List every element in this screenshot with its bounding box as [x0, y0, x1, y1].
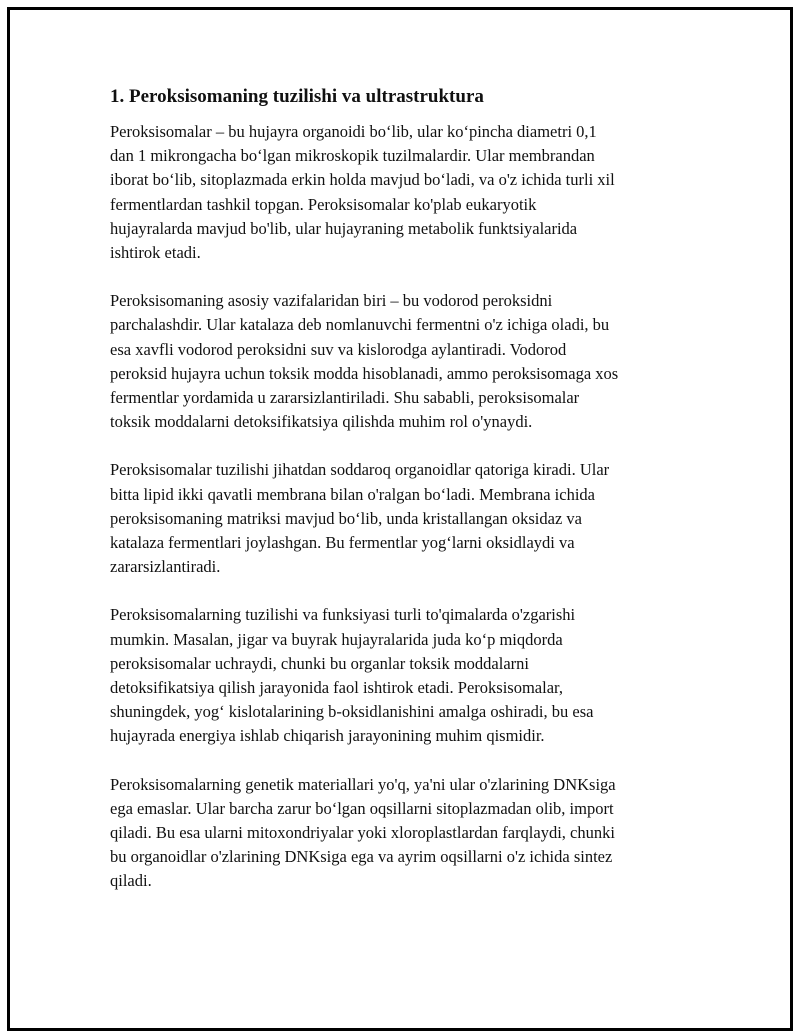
text-line: katalaza fermentlari joylashgan. Bu fermentlar yog‘larni oksidlaydi va [110, 533, 575, 553]
text-line: qiladi. Bu esa ularni mitoxondriyalar yoki xloroplastlardan farqlaydi, chunki [110, 823, 615, 843]
text-line: Peroksisomalar tuzilishi jihatdan soddaroq organoidlar qatoriga kiradi. Ular [110, 460, 610, 480]
text-line: bu organoidlar o'zlarining DNKsiga ega va ayrim oqsillarni o'z ichida sintez [110, 847, 613, 867]
text-line: iborat bo‘lib, sitoplazmada erkin holda mavjud bo‘ladi, va o'z ichida turli xil [110, 170, 615, 190]
text-line: mumkin. Masalan, jigar va buyrak hujayralarida juda ko‘p miqdorda [110, 629, 563, 649]
paragraph-3 [110, 458, 690, 579]
text-line: parchalashdir. Ular katalaza deb nomlanuvchi fermentni o'z ichiga oladi, bu [110, 315, 610, 335]
paragraph-2 [110, 289, 690, 434]
text-line: Peroksisomaning asosiy vazifalaridan biri – bu vodorod peroksidni [110, 291, 553, 311]
text-line: ega emaslar. Ular barcha zarur bo‘lgan oqsillarni sitoplazmadan olib, import [110, 798, 614, 818]
text-line: Peroksisomalarning genetik materiallari yo'q, ya'ni ular o'zlarining DNKsiga [110, 774, 616, 794]
text-line: bitta lipid ikki qavatli membrana bilan o'ralgan bo‘ladi. Membrana ichida [110, 484, 595, 504]
text-line: peroksid hujayra uchun toksik modda hisoblanadi, ammo peroksisomaga xos [110, 363, 619, 383]
text-line: hujayralarda mavjud bo'lib, ular hujayraning metabolik funktsiyalarida [110, 218, 578, 238]
paragraph-4 [110, 603, 690, 748]
text-line: fermentlar yordamida u zararsizlantiriladi. Shu sababli, peroksisomalar [110, 388, 580, 408]
document-body [110, 85, 690, 918]
text-line: zararsizlantiradi. [110, 557, 221, 577]
paragraph-5 [110, 773, 690, 894]
text-line: toksik moddalarni detoksifikatsiya qilishda muhim rol o'ynaydi. [110, 412, 533, 432]
text-line: esa xavfli vodorod peroksidni suv va kislorodga aylantiradi. Vodorod [110, 339, 567, 359]
text-line: Peroksisomalar – bu hujayra organoidi bo‘lib, ular ko‘pincha diametri 0,1 [110, 122, 597, 141]
text-line: Peroksisomalarning tuzilishi va funksiyasi turli to'qimalarda o'zgarishi [110, 605, 576, 625]
text-line: peroksisomaning matriksi mavjud bo‘lib, unda kristallangan oksidaz va [110, 508, 582, 528]
text-line: qiladi. [110, 871, 152, 891]
text-line: dan 1 mikrongacha bo‘lgan mikroskopik tuzilmalardir. Ular membrandan [110, 146, 595, 166]
text-line: ishtirok etadi. [110, 243, 201, 263]
paragraph-1 [110, 120, 690, 265]
text-line: hujayrada energiya ishlab chiqarish jarayonining muhim qismidir. [110, 726, 545, 746]
text-line: fermentlardan tashkil topgan. Peroksisomalar ko'plab eukaryotik [110, 194, 537, 214]
text-line: shuningdek, yog‘ kislotalarining b-oksidlanishini amalga oshiradi, bu esa [110, 702, 594, 722]
section-heading: 1. Peroksisomaning tuzilishi va ultrastruktura [110, 86, 484, 107]
text-line: detoksifikatsiya qilish jarayonida faol ishtirok etadi. Peroksisomalar, [110, 678, 563, 698]
text-line: peroksisomalar uchraydi, chunki bu organlar toksik moddalarni [110, 653, 529, 673]
